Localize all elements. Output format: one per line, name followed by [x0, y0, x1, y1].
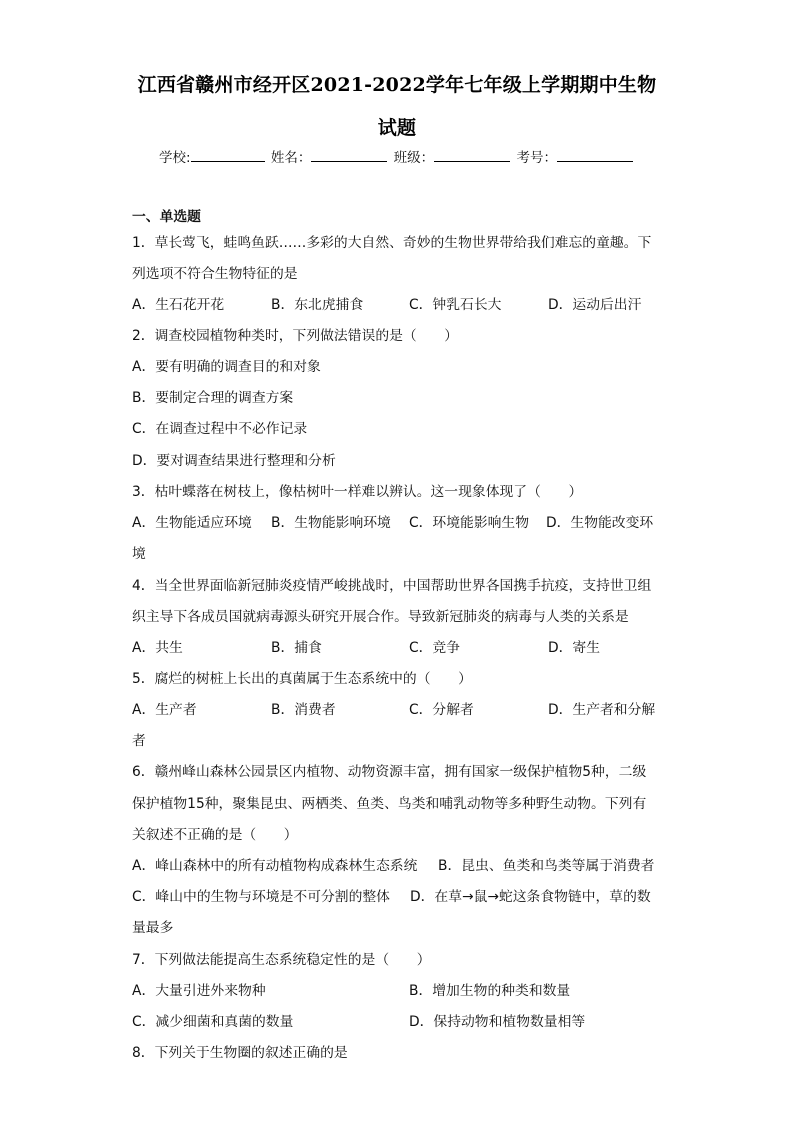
q3-stem: 3．枯叶蝶落在树枝上，像枯树叶一样难以辨认。这一现象体现了（ ） [132, 484, 583, 500]
q5-option-d: D．生产者和分解 [548, 702, 656, 718]
q6-option-d-continued: 量最多 [132, 920, 174, 936]
q1-option-a: A．生石花开花 [132, 297, 225, 313]
q3-option-c: C．环境能影响生物 [409, 515, 530, 531]
q6-option-a: A．峰山森林中的所有动植物构成森林生态系统 [132, 858, 418, 874]
q5-option-a: A．生产者 [132, 702, 197, 718]
q5-stem: 5．腐烂的树桩上长出的真菌属于生态系统中的（ ） [132, 671, 472, 687]
q4-option-b: B．捕食 [271, 640, 322, 656]
school-blank[interactable] [191, 146, 265, 162]
q4-option-d: D．寄生 [548, 640, 601, 656]
q5-option-c: C．分解者 [409, 702, 474, 718]
q6-option-c: C．峰山中的生物与环境是不可分割的整体 [132, 889, 390, 905]
q7-option-b: B．增加生物的种类和数量 [409, 983, 571, 999]
q2-option-b: B．要制定合理的调查方案 [132, 390, 294, 406]
q5-option-b: B．消费者 [271, 702, 336, 718]
q5-option-d-continued: 者 [132, 733, 146, 749]
school-field [159, 146, 267, 166]
class-label: 班级： [393, 150, 435, 166]
q7-option-a: A．大量引进外来物种 [132, 983, 266, 999]
exam-number-label: 考号： [516, 150, 557, 166]
q2-option-c: C．在调查过程中不必作记录 [132, 421, 308, 437]
q3-option-d-continued: 境 [132, 546, 146, 562]
exam-title-line-2: 试题 [377, 117, 417, 139]
name-blank[interactable] [311, 146, 387, 162]
q1-stem-line-1: 1．草长莺飞，蛙鸣鱼跃……多彩的大自然、奇妙的生物世界带给我们难忘的童趣。下 [132, 235, 652, 251]
q2-stem: 2．调查校园植物种类时，下列做法错误的是（ ） [132, 328, 459, 344]
class-field [394, 146, 513, 166]
q2-option-a: A．要有明确的调查目的和对象 [132, 359, 321, 375]
q3-option-a: A．生物能适应环境 [132, 515, 252, 531]
q3-option-d: D．生物能改变环 [546, 515, 654, 531]
q1-stem-line-2: 列选项不符合生物特征的是 [132, 266, 298, 282]
q4-option-c: C．竞争 [409, 640, 461, 656]
q6-stem-line-2: 保护植物15种，聚集昆虫、两栖类、鱼类、鸟类和哺乳动物等多种野生动物。下列有 [132, 796, 647, 812]
q4-stem-line-1: 4．当全世界面临新冠肺炎疫情严峻挑战时，中国帮助世界各国携手抗疫，支持世卫组 [132, 578, 652, 594]
exam-number-blank[interactable] [557, 146, 633, 162]
exam-number-field [516, 146, 635, 166]
q7-stem: 7．下列做法能提高生态系统稳定性的是（ ） [132, 952, 431, 968]
name-field [271, 146, 390, 166]
name-label: 姓名： [270, 150, 312, 166]
q8-stem: 8．下列关于生物圈的叙述正确的是 [132, 1045, 348, 1061]
q7-option-c: C．减少细菌和真菌的数量 [132, 1014, 294, 1030]
q6-option-d: D．在草→鼠→蛇这条食物链中，草的数 [410, 889, 651, 905]
student-info-row [0, 146, 794, 166]
q1-option-c: C．钟乳石长大 [409, 297, 502, 313]
exam-title-line-1: 江西省赣州市经开区2021-2022学年七年级上学期期中生物 [137, 74, 657, 96]
q6-option-b: B．昆虫、鱼类和鸟类等属于消费者 [438, 858, 655, 874]
q6-stem-line-3: 关叙述不正确的是（ ） [132, 827, 298, 843]
q4-stem-line-2: 织主导下各成员国就病毒源头研究开展合作。导致新冠肺炎的病毒与人类的关系是 [132, 609, 629, 625]
section-heading: 一、单选题 [132, 209, 201, 225]
q2-option-d: D．要对调查结果进行整理和分析 [132, 453, 336, 469]
q1-option-b: B．东北虎捕食 [271, 297, 364, 313]
q4-option-a: A．共生 [132, 640, 183, 656]
school-label: 学校: [159, 150, 191, 166]
q7-option-d: D．保持动物和植物数量相等 [409, 1014, 586, 1030]
class-blank[interactable] [434, 146, 510, 162]
q6-stem-line-1: 6．赣州峰山森林公园景区内植物、动物资源丰富，拥有国家一级保护植物5种，二级 [132, 764, 647, 780]
q3-option-b: B．生物能影响环境 [271, 515, 391, 531]
q1-option-d: D．运动后出汗 [548, 297, 642, 313]
